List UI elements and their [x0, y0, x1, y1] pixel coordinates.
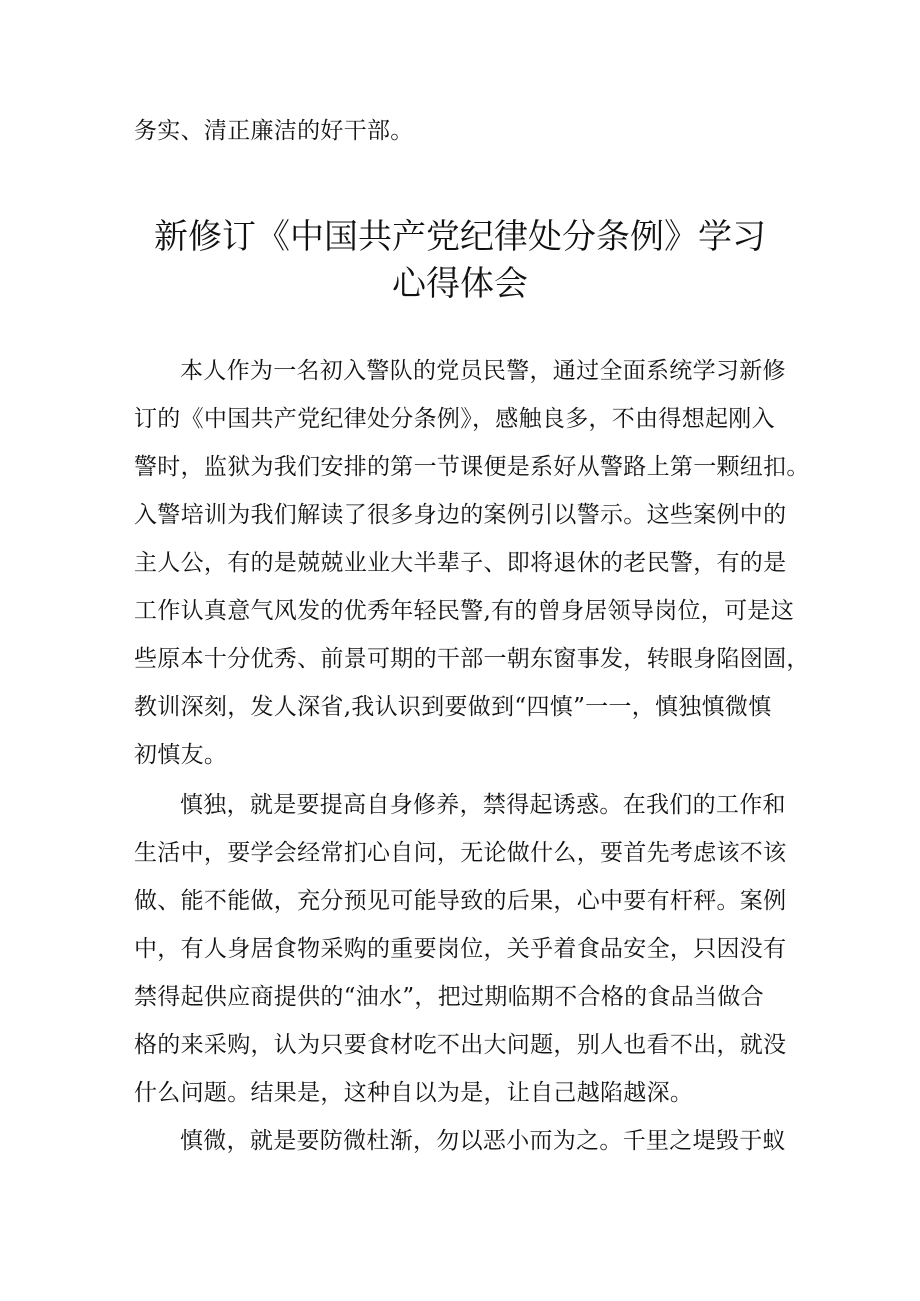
body-line: 工作认真意气风发的优秀年轻民警,有的曾身居领导岗位，可是这: [134, 598, 795, 624]
continuation-line: 务实、清正廉洁的好干部。: [134, 118, 414, 144]
body-line: 警时，监狱为我们安排的第一节课便是系好从警路上第一颗纽扣。: [134, 454, 810, 480]
title-line-2: 心得体会: [392, 264, 528, 304]
body-line: 做、能不能做，充分预见可能导致的后果，心中要有杆秤。案例: [134, 888, 787, 914]
body-line: 禁得起供应商提供的“油水”，把过期临期不合格的食品当做合: [134, 984, 764, 1010]
body-line: 中，有人身居食物采购的重要岗位，关乎着食品安全，只因没有: [134, 936, 787, 962]
body-line: 初慎友。: [134, 742, 228, 768]
body-line: 生活中，要学会经常扪心自问，无论做什么，要首先考虑该不该: [134, 840, 787, 866]
body-line: 本人作为一名初入警队的党员民警，通过全面系统学习新修: [180, 358, 786, 384]
body-line: 订的《中国共产党纪律处分条例》，感触良多，不由得想起刚入: [134, 406, 775, 432]
body-line: 教训深刻，发人深省,我认识到要做到“四慎”一一，慎独慎微慎: [134, 694, 772, 720]
body-line: 主人公，有的是兢兢业业大半辈子、即将退休的老民警，有的是: [134, 550, 787, 576]
title-line-1: 新修订《中国共产党纪律处分条例》学习: [154, 217, 766, 257]
body-line: 格的来采购，认为只要食材吃不出大问题，别人也看不出，就没: [134, 1032, 787, 1058]
body-line: 入警培训为我们解读了很多身边的案例引以警示。这些案例中的: [134, 502, 787, 528]
body-line: 慎独，就是要提高自身修养，禁得起诱惑。在我们的工作和: [180, 792, 786, 818]
body-line: 慎微，就是要防微杜渐，勿以恶小而为之。千里之堤毁于蚁: [180, 1128, 786, 1154]
body-line: 什么问题。结果是，这种自以为是，让自己越陷越深。: [134, 1080, 694, 1106]
body-line: 些原本十分优秀、前景可期的干部一朝东窗事发，转眼身陷囹圄，: [134, 646, 810, 672]
